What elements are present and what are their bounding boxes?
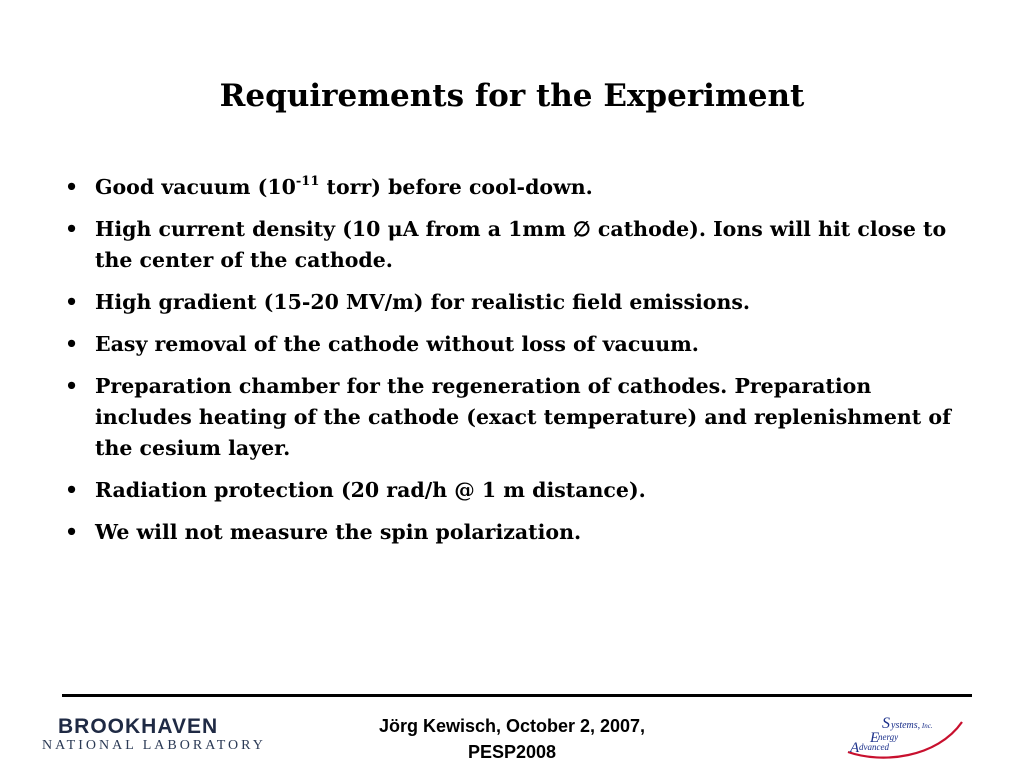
- bullet-superscript: -11: [295, 174, 320, 190]
- bullet-item: [62, 371, 962, 464]
- bullet-text-cont: torr) before cool-down.: [319, 175, 593, 199]
- aes-logo-s: S: [882, 715, 890, 732]
- brookhaven-logo-subtitle: NATIONAL LABORATORY: [42, 738, 266, 753]
- bullet-dot: •: [65, 175, 79, 199]
- bullet-list: [62, 172, 962, 559]
- footer-caption: [318, 713, 706, 765]
- bullet-item: [62, 214, 962, 276]
- aes-logo-energy: nergy: [878, 732, 899, 742]
- bullet-text: Easy removal of the cathode without loss of vacuum.: [95, 332, 699, 356]
- bullet-item: [62, 287, 962, 318]
- slide-title: Requirements for the Experiment: [219, 78, 805, 114]
- bullet-dot: •: [65, 332, 79, 356]
- bullet-text: Good vacuum (10: [95, 175, 296, 199]
- aes-logo: [842, 712, 972, 762]
- footer-author-date: Jörg Kewisch, October 2, 2007,: [378, 716, 646, 736]
- bullet-dot: •: [65, 290, 79, 314]
- footer-event: PESP2008: [467, 742, 557, 762]
- bullet-dot: •: [65, 520, 79, 544]
- bullet-text: Preparation chamber for the regeneration of cathodes. Preparation includes heating of the cathode (exact temperature) and replenishment of the cesium layer.: [95, 374, 951, 460]
- aes-logo-systems: [890, 720, 933, 731]
- aes-logo-inc: Inc.: [920, 722, 933, 730]
- bullet-dot: •: [65, 478, 79, 502]
- bullet-text: High gradient (15-20 MV/m) for realistic field emissions.: [95, 290, 751, 314]
- footer-divider: [62, 694, 972, 697]
- aes-logo-ystems: ystems,: [891, 720, 921, 731]
- aes-logo-e: E: [870, 730, 880, 746]
- bullet-text: High current density (10 μA from a 1mm ∅ cathode). Ions will hit close to the center of the cathode.: [95, 217, 947, 272]
- brookhaven-logo: [42, 716, 274, 756]
- bullet-item: [62, 517, 962, 548]
- bullet-dot: •: [65, 374, 79, 398]
- aes-logo-advanced: dvanced: [859, 742, 889, 752]
- bullet-item: [62, 329, 962, 360]
- bullet-dot: •: [65, 217, 79, 241]
- brookhaven-logo-wordmark: BROOKHAVEN: [58, 715, 219, 738]
- bullet-item: [62, 475, 962, 506]
- bullet-text: We will not measure the spin polarization.: [95, 520, 582, 544]
- aes-logo-a: A: [850, 740, 860, 756]
- bullet-text: Radiation protection (20 rad/h @ 1 m distance).: [95, 478, 646, 502]
- bullet-item: [62, 172, 962, 203]
